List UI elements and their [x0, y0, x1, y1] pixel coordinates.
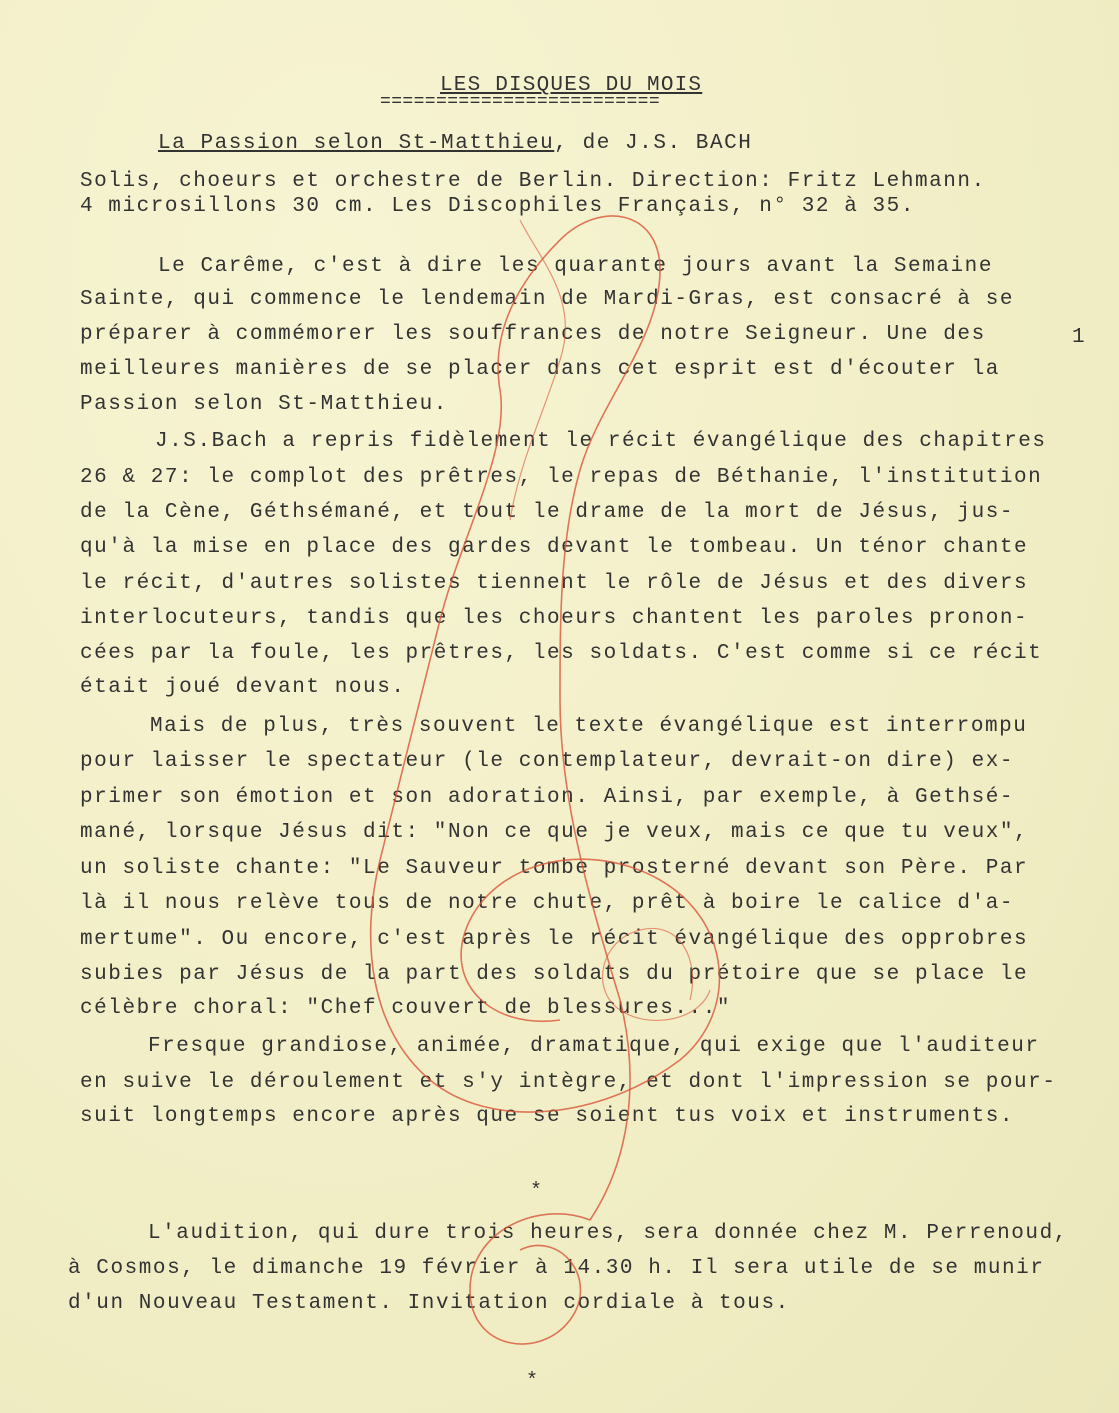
work-title: La Passion selon St-Matthieu	[158, 132, 555, 155]
p2-line: 26 & 27: le complot des prêtres, le repas de Béthanie, l'institution	[80, 466, 1043, 489]
p1-line: Le Carême, c'est à dire les quarante jours avant la Semaine	[158, 255, 993, 278]
p3-line: Mais de plus, très souvent le texte évangélique est interrompu	[150, 715, 1028, 738]
p1-line: Passion selon St-Matthieu.	[80, 393, 448, 416]
bottom-separator: *	[526, 1370, 539, 1393]
p3-line: mané, lorsque Jésus dit: "Non ce que je veux, mais ce que tu veux",	[80, 821, 1029, 844]
edition-line: 4 microsillons 30 cm. Les Discophiles Français, n° 32 à 35.	[80, 195, 915, 218]
title-double-underline: =========================	[380, 92, 661, 112]
p5-line: L'audition, qui dure trois heures, sera donnée chez M. Perrenoud,	[148, 1222, 1068, 1245]
p4-line: Fresque grandiose, animée, dramatique, qui exige que l'auditeur	[148, 1035, 1040, 1058]
p2-line: interlocuteurs, tandis que les choeurs chantent les paroles pronon-	[80, 607, 1029, 630]
composer: , de J.S. BACH	[554, 132, 753, 155]
p5-line: à Cosmos, le dimanche 19 février à 14.30 h. Il sera utile de se munir	[68, 1257, 1045, 1280]
p1-line: préparer à commémorer les souffrances de notre Seigneur. Une des	[80, 323, 986, 346]
page-title: LES DISQUES DU MOIS	[440, 74, 703, 97]
p4-line: suit longtemps encore après que se soient tus voix et instruments.	[80, 1105, 1015, 1128]
p3-line: subies par Jésus de la part des soldats du prétoire que se place le	[80, 963, 1029, 986]
p3-line: célèbre choral: "Chef couvert de blessures..."	[80, 997, 731, 1020]
section-separator: *	[530, 1180, 543, 1203]
p3-line: là il nous relève tous de notre chute, prêt à boire le calice d'a-	[80, 892, 1015, 915]
p2-line: cées par la foule, les prêtres, les soldats. C'est comme si ce récit	[80, 642, 1043, 665]
p3-line: un soliste chante: "Le Sauveur tombe prosterné devant son Père. Par	[80, 857, 1029, 880]
p1-line: meilleures manières de se placer dans cet esprit est d'écouter la	[80, 358, 1000, 381]
p5-line: d'un Nouveau Testament. Invitation cordiale à tous.	[68, 1292, 790, 1315]
p3-line: mertume". Ou encore, c'est après le récit évangélique des opprobres	[80, 928, 1029, 951]
p2-line: était joué devant nous.	[80, 676, 406, 699]
margin-mark: 1	[1072, 326, 1087, 349]
p4-line: en suive le déroulement et s'y intègre, et dont l'impression se pour-	[80, 1071, 1057, 1094]
p3-line: pour laisser le spectateur (le contemplateur, devrait-on dire) ex-	[80, 750, 1015, 773]
p2-line: J.S.Bach a repris fidèlement le récit évangélique des chapitres	[155, 430, 1047, 453]
p2-line: de la Cène, Géthsémané, et tout le drame de la mort de Jésus, jus-	[80, 501, 1015, 524]
p2-line: qu'à la mise en place des gardes devant le tombeau. Un ténor chante	[80, 536, 1029, 559]
p1-line: Sainte, qui commence le lendemain de Mardi-Gras, est consacré à se	[80, 288, 1015, 311]
p2-line: le récit, d'autres solistes tiennent le rôle de Jésus et des divers	[80, 572, 1029, 595]
record-heading	[158, 132, 752, 156]
p3-line: primer son émotion et son adoration. Ainsi, par exemple, à Gethsé-	[80, 786, 1015, 809]
performers-line: Solis, choeurs et orchestre de Berlin. Direction: Fritz Lehmann.	[80, 170, 986, 193]
